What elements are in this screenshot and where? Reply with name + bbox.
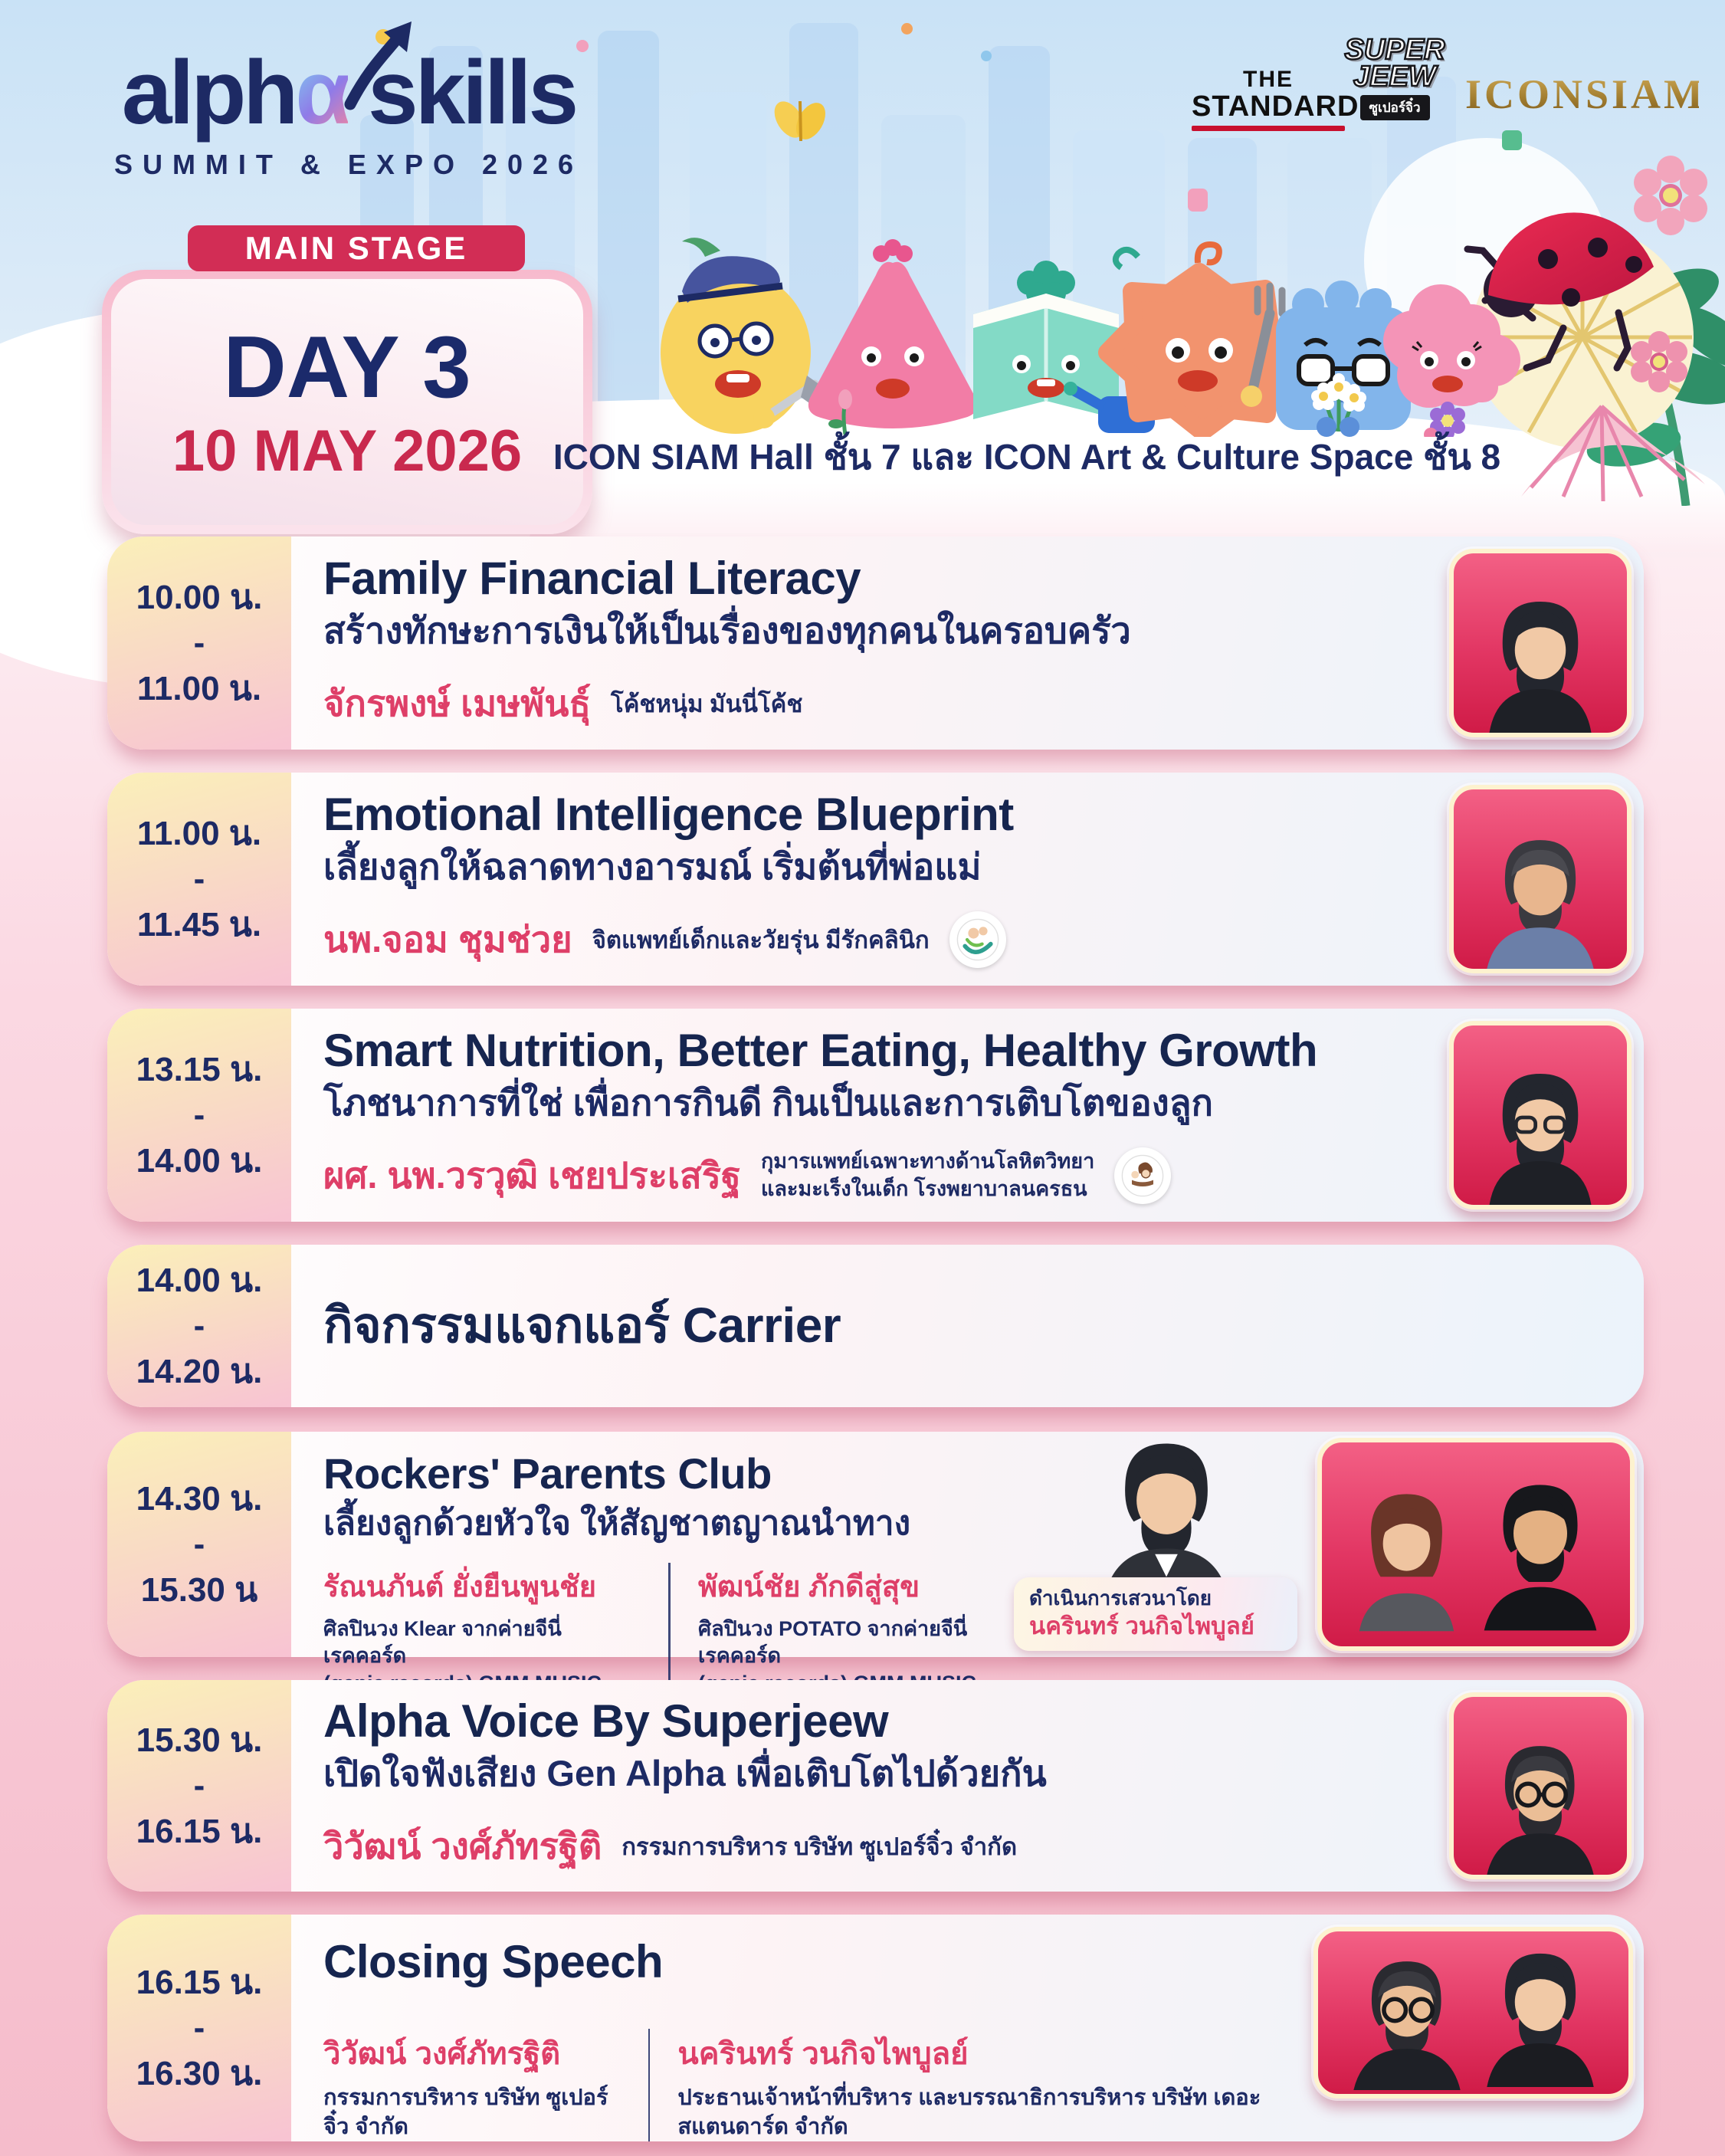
logo-alpha-glyph: α <box>295 42 348 143</box>
time-end: 16.30 น. <box>136 2054 263 2092</box>
session-2-speaker-name: นพ.จอม ชุมช่วย <box>323 919 572 960</box>
moderator-name: นครินทร์ วนกิจไพบูลย์ <box>1029 1613 1254 1640</box>
session-2-subtitle: เลี้ยงลูกให้ฉลาดทางอารมณ์ เริ่มต้นที่พ่อแม่ <box>323 845 982 887</box>
session-card-2 <box>107 773 1644 986</box>
time-dash: - <box>193 2009 205 2047</box>
event-date: 10 MAY 2026 <box>172 418 523 484</box>
time-start: 13.15 น. <box>136 1050 263 1088</box>
the-standard-line1: THE <box>1243 67 1294 92</box>
role-line-2: และมะเร็งในเด็ก โรงพยาบาลนครธน <box>760 1176 1087 1200</box>
day-card-inner <box>111 279 583 525</box>
session-1-subtitle: สร้างทักษะการเงินให้เป็นเรื่องของทุกคนในครอบครัว <box>323 609 1131 651</box>
session-2-time <box>107 773 291 986</box>
session-7-title: Closing Speech <box>323 1936 664 1987</box>
session-card-7 <box>107 1915 1644 2141</box>
speaker-name: นครินทร์ วนกิจไพบูลย์ <box>677 2037 969 2071</box>
session-card-4 <box>107 1245 1644 1407</box>
event-logo-wordmark <box>121 42 576 143</box>
speaker-role: ประธานเจ้าหน้าที่บริหาร และบรรณาธิการบริหาร บริษัท เดอะสแตนดาร์ด จำกัด <box>677 2085 1261 2139</box>
moderator-photo <box>1081 1421 1251 1603</box>
time-end: 11.00 น. <box>136 669 262 707</box>
role-line-1: กุมารแพทย์เฉพาะทางด้านโลหิตวิทยา <box>760 1150 1095 1173</box>
session-5-speaker-2 <box>698 1563 1046 1696</box>
confetti-square <box>1188 189 1208 212</box>
time-dash: - <box>193 1767 205 1805</box>
event-logo <box>96 42 602 181</box>
session-1-speaker-photo <box>1449 549 1632 737</box>
session-1-time <box>107 537 291 750</box>
session-2-speaker-photo <box>1449 785 1632 973</box>
the-standard-underline <box>1192 126 1345 131</box>
speaker-divider <box>668 1563 671 1696</box>
time-dash: - <box>193 1096 205 1134</box>
the-standard-logo <box>1192 67 1359 131</box>
logo-text-alph: alph <box>121 42 296 143</box>
superjeew-line2: JEEW <box>1353 60 1436 93</box>
flower-icon <box>1634 156 1707 235</box>
speaker-portrait-icon <box>1468 1059 1613 1205</box>
stage-badge: MAIN STAGE <box>188 225 525 271</box>
mascot-orange-icon <box>1107 244 1297 432</box>
logo-arrow-icon <box>336 18 428 110</box>
mascot-pink-triangle-icon <box>808 239 977 435</box>
session-1-title: Family Financial Literacy <box>323 552 861 604</box>
time-start: 11.00 น. <box>136 814 262 852</box>
session-card-1 <box>107 537 1644 750</box>
session-3-speaker-name: ผศ. นพ.วรวุฒิ เชยประเสริฐ <box>323 1155 741 1196</box>
day-number: DAY 3 <box>223 318 471 416</box>
time-end: 16.15 น. <box>136 1812 263 1850</box>
moderator-badge <box>1014 1577 1297 1651</box>
butterfly-icon <box>766 90 835 152</box>
session-6-speaker-name: วิวัฒน์ วงศ์ภัทรฐิติ <box>323 1826 602 1867</box>
session-7-speaker-2 <box>677 2029 1284 2141</box>
session-3-speaker-role <box>761 1148 1094 1202</box>
superjeew-thai-label: ซูเปอร์จิ๋ว <box>1360 95 1430 120</box>
speaker-portrait-icon <box>1468 823 1613 969</box>
speaker-portrait-icon <box>1468 1729 1613 1875</box>
session-7-time <box>107 1915 291 2141</box>
confetti-dot <box>901 23 913 34</box>
time-end: 14.20 น. <box>136 1352 263 1390</box>
speaker-portrait-icon <box>1464 1449 1617 1646</box>
time-start: 16.15 น. <box>136 1963 263 2001</box>
day-card <box>102 270 592 534</box>
session-7-speakers-photo <box>1313 1927 1633 2099</box>
time-start: 14.00 น. <box>136 1261 263 1299</box>
event-tagline: SUMMIT & EXPO 2026 <box>113 149 584 180</box>
mirak-clinic-logo <box>949 911 1006 968</box>
session-5-title: Rockers' Parents Club <box>323 1449 772 1498</box>
confetti-dot <box>981 51 992 61</box>
speaker-name: วิวัฒน์ วงศ์ภัทรฐิติ <box>323 2037 561 2071</box>
speaker-role: กรรมการบริหาร บริษัท ซูเปอร์จิ๋ว จำกัด <box>323 2085 608 2139</box>
time-end: 11.45 น. <box>136 905 262 943</box>
the-standard-line2: STANDARD <box>1192 90 1359 123</box>
session-5-speaker-1 <box>323 1563 641 1696</box>
time-dash: - <box>193 860 205 898</box>
session-3-speaker-photo <box>1449 1021 1632 1209</box>
time-dash: - <box>193 624 205 662</box>
session-6-speaker-role: กรรมการบริหาร บริษัท ซูเปอร์จิ๋ว จำกัด <box>621 1833 1018 1860</box>
moderator-label: ดำเนินการเสวนาโดย <box>1029 1587 1212 1610</box>
role-line-1: ศิลปินวง Klear จากค่ายจีนี่เรคคอร์ด <box>323 1617 562 1668</box>
session-5-time <box>107 1432 291 1657</box>
session-6-title: Alpha Voice By Superjeew <box>323 1695 889 1747</box>
session-6-speaker-photo <box>1449 1692 1632 1879</box>
logo-text-skills: skills <box>367 42 576 143</box>
speaker-name: พัฒน์ชัย ภักดีสู่สุข <box>697 1571 920 1604</box>
time-start: 14.30 น. <box>136 1479 263 1518</box>
time-start: 15.30 น. <box>136 1721 263 1759</box>
time-end: 14.00 น. <box>136 1141 263 1180</box>
session-card-5 <box>107 1432 1644 1668</box>
session-3-title: Smart Nutrition, Better Eating, Healthy Growth <box>323 1024 1318 1076</box>
session-2-title: Emotional Intelligence Blueprint <box>323 788 1014 840</box>
session-5-subtitle: เลี้ยงลูกด้วยหัวใจ ให้สัญชาตญาณนำทาง <box>323 1504 911 1542</box>
session-6-time <box>107 1680 291 1892</box>
session-1-speaker-name: จักรพงษ์ เมษพันธุ์ <box>323 683 592 724</box>
superjeew-line1: SUPER <box>1344 34 1445 66</box>
mascots-illustration <box>648 218 1521 437</box>
time-start: 10.00 น. <box>136 578 263 616</box>
iconsiam-logo: ICONSIAM <box>1465 71 1707 117</box>
speaker-divider <box>648 2029 650 2141</box>
speaker-portrait-icon <box>1336 1462 1477 1646</box>
speaker-portrait-icon <box>1468 1934 1613 2094</box>
session-7-speaker-1 <box>323 2029 621 2141</box>
session-3-time <box>107 1009 291 1222</box>
session-3-subtitle: โภชนาการที่ใช่ เพื่อการกินดี กินเป็นและการเติบโตของลูก <box>323 1081 1213 1123</box>
session-4-title: กิจกรรมแจกแอร์ Carrier <box>323 1298 841 1354</box>
speaker-portrait-icon <box>1334 1941 1480 2094</box>
session-card-6 <box>107 1680 1644 1892</box>
time-dash: - <box>193 1307 205 1345</box>
session-2-speaker-role: จิตแพทย์เด็กและวัยรุ่น มีรักคลินิก <box>592 926 930 953</box>
time-end: 15.30 น <box>140 1570 258 1609</box>
session-1-speaker-role: โค้ชหนุ่ม มันนี่โค้ช <box>611 690 803 717</box>
session-5-speakers-photo <box>1317 1438 1635 1651</box>
doctor-page-logo <box>1114 1147 1171 1204</box>
superjeew-logo <box>1343 34 1447 120</box>
time-dash: - <box>193 1525 205 1564</box>
session-4-time <box>107 1245 291 1407</box>
speaker-portrait-icon <box>1468 587 1613 733</box>
role-line-1: ศิลปินวง POTATO จากค่ายจีนี่เรคคอร์ด <box>697 1617 968 1668</box>
session-card-3 <box>107 1009 1644 1222</box>
speaker-name: รัณนภันต์ ยั่งยืนพูนชัย <box>323 1571 597 1604</box>
venue-text: ICON SIAM Hall ชั้น 7 และ ICON Art & Culture Space ชั้น 8 <box>553 437 1501 477</box>
session-6-subtitle: เปิดใจฟังเสียง Gen Alpha เพื่อเติบโตไปด้วยกัน <box>323 1752 1047 1793</box>
